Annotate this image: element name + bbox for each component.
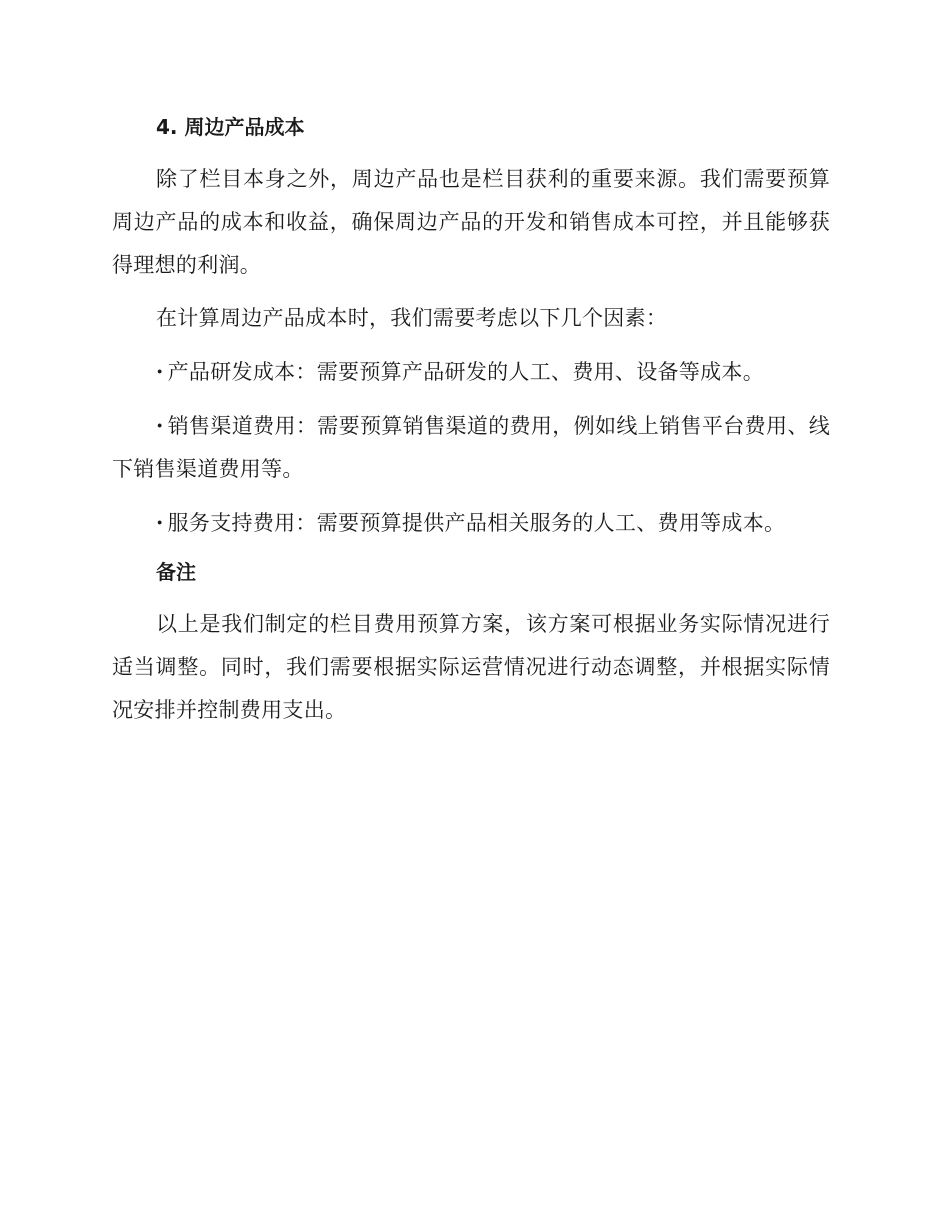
paragraph-factors-lead: 在计算周边产品成本时，我们需要考虑以下几个因素： <box>156 306 668 330</box>
bullet-text: 服务支持费用：需要预算提供产品相关服务的人工、费用等成本。 <box>167 511 786 535</box>
bullet-marker: · <box>156 510 164 535</box>
bullet-item-rd-cost <box>112 350 830 394</box>
notes-heading: 备注 <box>156 560 196 584</box>
paragraph-notes: 以上是我们制定的栏目费用预算方案，该方案可根据业务实际情况进行适当调整。同时，我们需要根据实际运营情况进行动态调整，并根据实际情况安排并控制费用支出。 <box>112 612 830 722</box>
bullet-marker: · <box>156 359 164 384</box>
bullet-text: 产品研发成本：需要预算产品研发的人工、费用、设备等成本。 <box>167 360 765 384</box>
paragraph-intro: 除了栏目本身之外，周边产品也是栏目获利的重要来源。我们需要预算周边产品的成本和收益，确保周边产品的开发和销售成本可控，并且能够获得理想的利润。 <box>112 167 830 277</box>
section-heading: 4. 周边产品成本 <box>156 115 305 139</box>
bullet-marker: · <box>156 413 164 438</box>
bullet-item-service-support <box>112 501 830 545</box>
bullet-text: 销售渠道费用：需要预算销售渠道的费用，例如线上销售平台费用、线下销售渠道费用等。 <box>112 414 830 481</box>
document-body <box>112 110 830 742</box>
bullet-item-sales-channel <box>112 404 830 491</box>
